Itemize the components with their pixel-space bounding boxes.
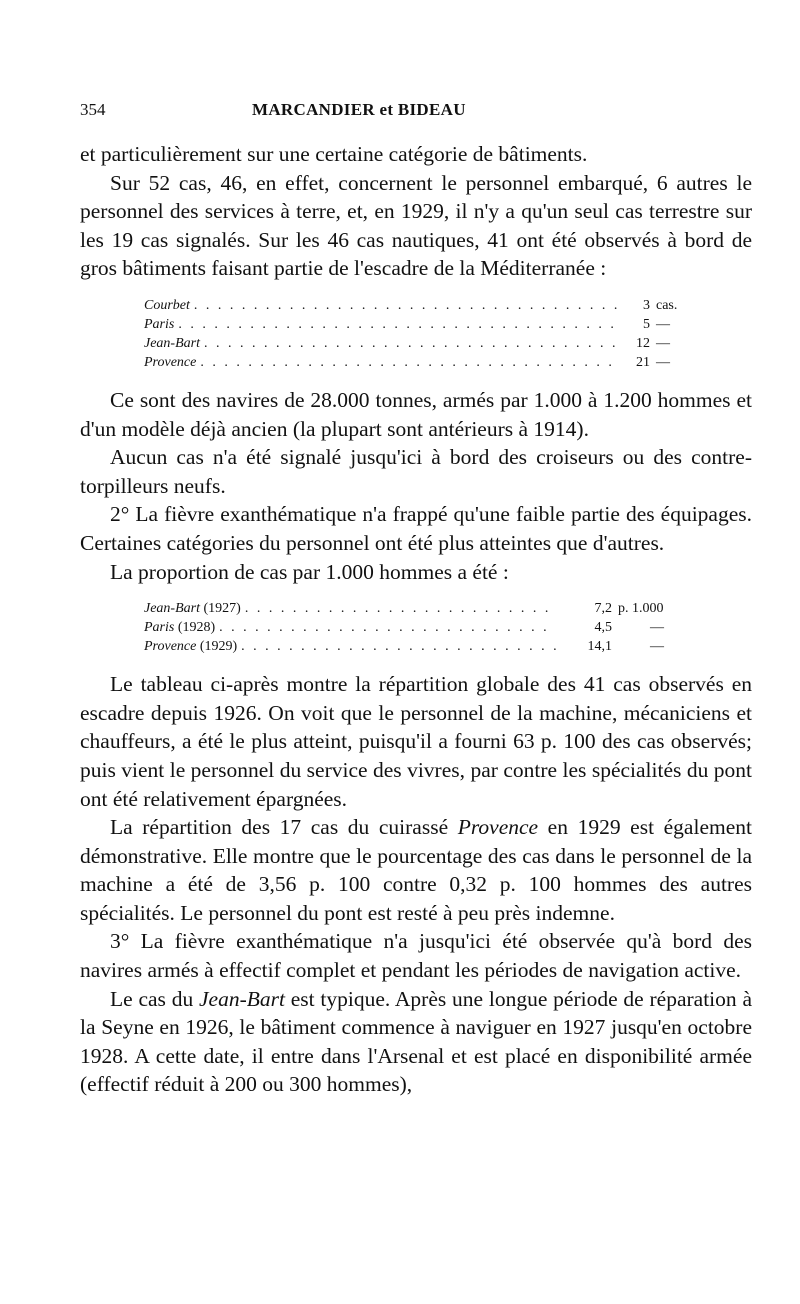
rate-unit: p. 1.000 — [618, 601, 664, 617]
dot-leader — [204, 334, 618, 353]
table-row — [144, 353, 696, 372]
paragraph-8 — [80, 813, 752, 927]
case-unit: cas. — [656, 297, 678, 313]
ship-name: Paris — [144, 316, 175, 332]
rate-value: 4,5 — [594, 620, 612, 636]
ship-name — [144, 637, 237, 656]
case-unit: — — [656, 316, 670, 332]
page-header — [80, 100, 752, 140]
rate-value: 7,2 — [594, 601, 612, 617]
paragraph-5: 2° La fièvre exanthématique n'a frappé qu'une faible partie des équipages. Certaines catégories du personnel ont été plus atteintes que d'autres. — [80, 502, 752, 555]
ship-year: (1927) — [203, 601, 241, 617]
running-title: MARCANDIER et BIDEAU — [252, 100, 466, 119]
paragraph-3: Ce sont des navires de 28.000 tonnes, armés par 1.000 à 1.200 hommes et d'un modèle déjà ancien (la plupart sont antérieurs à 1914). — [80, 387, 752, 441]
table-row — [144, 618, 696, 637]
paragraph-6: La proportion de cas par 1.000 hommes a été : — [110, 559, 509, 584]
paragraph-2: Sur 52 cas, 46, en effet, concernent le personnel embarqué, 6 autres le personnel des services à terre, et, en 1929, il n'y a qu'un seul cas terrestre sur les 19 cas signalés. Sur les 46 cas nautiques, 41 ont été observés à bord de gros bâtiments faisant partie de l'escadre de la Méditerranée : — [80, 170, 752, 281]
ship-reference-provence: Provence — [457, 815, 539, 840]
case-count: 3 — [643, 297, 650, 313]
dot-leader — [245, 599, 556, 618]
case-unit: — — [656, 354, 670, 370]
ship-name — [144, 599, 241, 618]
dot-leader — [241, 637, 556, 656]
proportion-table — [144, 599, 696, 656]
ship-name — [144, 618, 215, 637]
rate-unit: — — [650, 639, 664, 655]
rate-value: 14,1 — [587, 639, 612, 655]
ships-cases-table — [144, 296, 696, 372]
dot-leader — [194, 296, 618, 315]
case-count: 5 — [643, 316, 650, 332]
case-count: 21 — [636, 354, 650, 370]
ship-name-text: Paris — [144, 620, 175, 636]
table-row — [144, 637, 696, 656]
dot-leader — [178, 315, 618, 334]
ship-name-text: Provence — [144, 639, 197, 655]
ship-year: (1929) — [199, 639, 238, 655]
ship-name: Jean-Bart — [144, 335, 200, 351]
case-count: 12 — [636, 335, 650, 351]
paragraph-10-start: Le cas du — [110, 986, 199, 1011]
dot-leader — [219, 618, 556, 637]
table-row — [144, 334, 696, 353]
table-row — [144, 599, 696, 618]
ship-year: (1928) — [177, 620, 216, 636]
paragraph-1: et particulièrement sur une certaine catégorie de bâtiments. — [80, 142, 588, 166]
document-page — [80, 100, 752, 1099]
page-number: 354 — [80, 100, 106, 119]
ship-name: Provence — [144, 354, 197, 370]
table-row — [144, 315, 696, 334]
ship-name-text: Jean-Bart — [144, 601, 200, 617]
paragraph-9: 3° La fièvre exanthématique n'a jusqu'ici été observée qu'à bord des navires armés à effectif complet et pendant les périodes de navigation active. — [80, 929, 752, 983]
dot-leader — [200, 353, 618, 372]
paragraph-8-start: La répartition des 17 cas du cuirassé — [110, 815, 458, 840]
case-unit: — — [656, 335, 670, 351]
rate-unit: — — [650, 620, 664, 636]
paragraph-8-end: en 1929 est également démonstrative. Elle montre que le pourcentage des cas dans le personnel de la machine a été de 3,56 p. 100 contre 0,32 p. 100 hommes des autres spécialités. Le personnel du pont est resté à peu près indemne. — [80, 815, 752, 925]
ship-reference-jean-bart: Jean-Bart — [199, 986, 285, 1011]
paragraph-10 — [80, 985, 752, 1099]
table-row — [144, 296, 696, 315]
paragraph-4: Aucun cas n'a été signalé jusqu'ici à bord des croiseurs ou des contre-torpilleurs neufs. — [80, 445, 752, 498]
paragraph-10-end: est typique. Après une longue période de réparation à la Seyne en 1926, le bâtiment commence à naviguer en 1927 jusqu'en octobre 1928. A cette date, il entre dans l'Arsenal et est placé en disponibilité armée (effectif réduit à 200 ou 300 hommes), — [80, 986, 752, 1097]
paragraph-7: Le tableau ci-après montre la répartition globale des 41 cas observés en escadre depuis 1926. On voit que le personnel de la machine, mécaniciens et chauffeurs, a été le plus atteint, puisqu'il a fourni 63 p. 100 des cas observés; puis vient le personnel du service des vivres, par contre les spécialités du pont ont été relativement épargnées. — [80, 672, 752, 811]
ship-name: Courbet — [144, 297, 190, 313]
